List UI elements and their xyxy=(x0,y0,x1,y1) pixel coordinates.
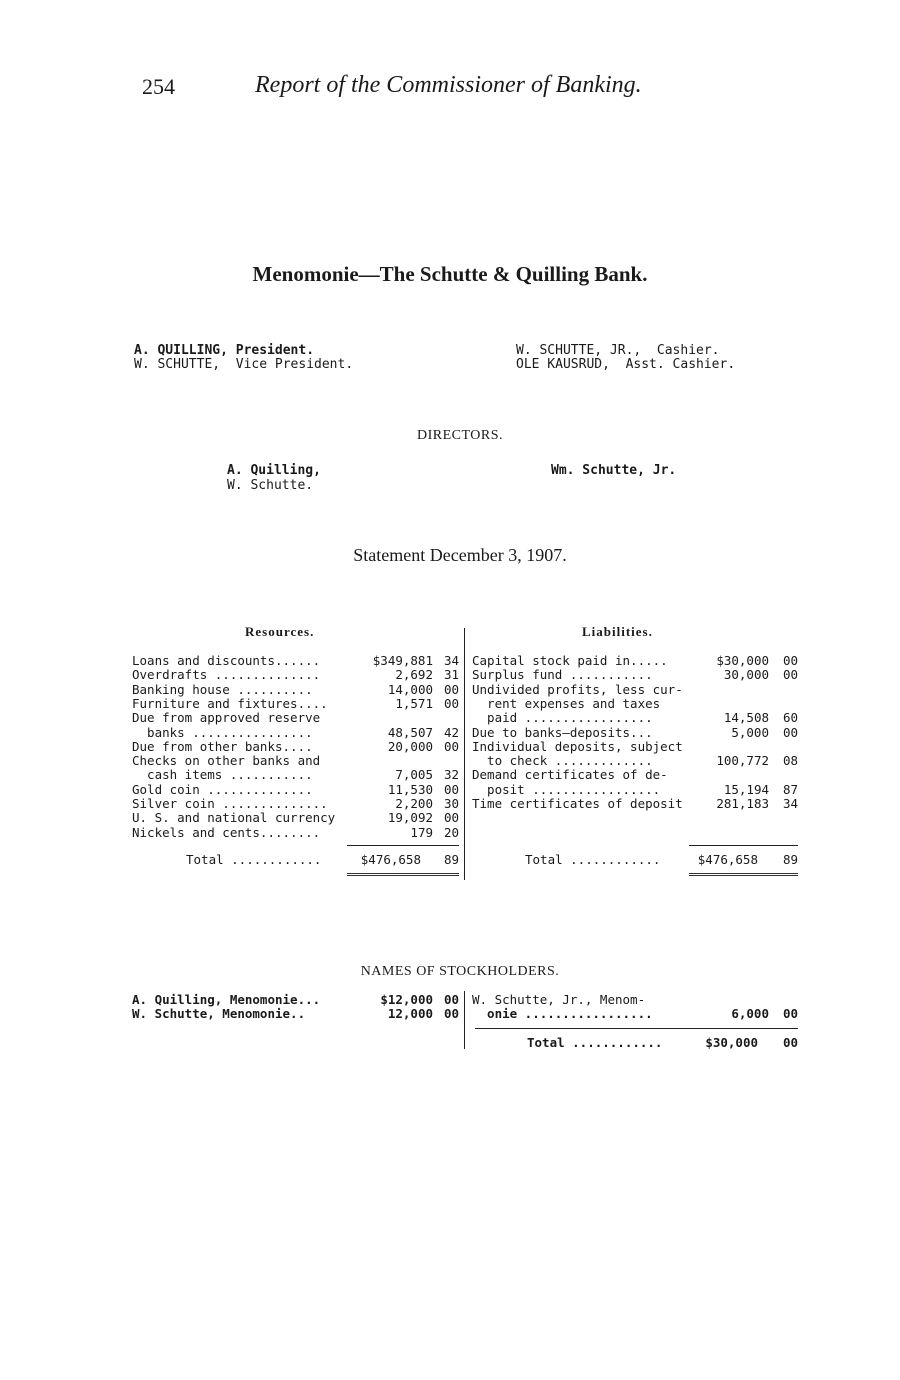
cashier-line xyxy=(516,344,720,358)
stockholder-row-dollars: 6,000 xyxy=(731,1006,769,1022)
liabilities-row-label: Due to banks—deposits... xyxy=(472,724,653,740)
liabilities-row xyxy=(472,654,798,668)
liabilities-row xyxy=(472,768,798,782)
liabilities-row-dollars: $30,000 xyxy=(716,653,769,668)
resources-double-rule xyxy=(347,873,459,876)
resources-row-label: Loans and discounts...... xyxy=(132,653,321,668)
resources-row-dollars: 1,571 xyxy=(395,695,433,711)
stockholder-row-cents: 00 xyxy=(443,992,459,1007)
resources-row xyxy=(132,711,459,725)
liabilities-row-cents: 00 xyxy=(782,667,798,683)
stockholder-row-cents: 00 xyxy=(443,1006,459,1022)
cashier-title: Cashier. xyxy=(656,343,720,358)
liabilities-heading: Liabilities. xyxy=(582,624,653,639)
director-name: A. Quilling, xyxy=(227,463,321,478)
resources-row-label: Banking house .......... xyxy=(132,681,313,697)
liabilities-row-label: rent expenses and taxes xyxy=(472,695,661,711)
liabilities-total-dollars: $476,658 xyxy=(697,852,758,867)
stockholder-row xyxy=(132,993,459,1007)
resources-row-cents: 42 xyxy=(443,724,459,740)
resources-total-rule xyxy=(347,845,459,846)
liabilities-row xyxy=(472,683,798,697)
liabilities-row-label: Time certificates of deposit xyxy=(472,796,683,811)
stockholder-row-label: onie ................. xyxy=(472,1006,653,1022)
resources-row-dollars: 11,530 xyxy=(387,781,433,797)
liabilities-row-dollars: 15,194 xyxy=(723,781,769,797)
liabilities-row-label: Demand certificates of de- xyxy=(472,767,668,783)
resources-row xyxy=(132,726,459,740)
directors-heading: DIRECTORS. xyxy=(416,428,504,443)
resources-total-cents: 89 xyxy=(443,852,459,867)
resources-row-dollars: 7,005 xyxy=(395,767,433,783)
resources-row xyxy=(132,754,459,768)
resources-row-cents: 31 xyxy=(443,667,459,683)
president-line xyxy=(134,344,314,358)
resources-row-label: Due from other banks.... xyxy=(132,738,313,754)
liabilities-row xyxy=(472,797,798,811)
resources-row-dollars: 19,092 xyxy=(387,810,433,826)
resources-row xyxy=(132,768,459,782)
president-name: A. QUILLING, xyxy=(134,343,228,358)
asst-cashier-title: Asst. Cashier. xyxy=(625,357,736,372)
liabilities-row-dollars: 100,772 xyxy=(716,753,769,769)
liabilities-row-dollars: 5,000 xyxy=(731,724,769,740)
resources-row-label: Overdrafts .............. xyxy=(132,667,321,683)
liabilities-row-label: posit ................. xyxy=(472,781,661,797)
liabilities-double-rule xyxy=(689,873,798,876)
resources-row-label: Checks on other banks and xyxy=(132,753,321,769)
liabilities-row-dollars: 14,508 xyxy=(723,710,769,726)
liabilities-row xyxy=(472,726,798,740)
resources-row xyxy=(132,797,459,811)
stockholders-total-row xyxy=(527,1036,798,1050)
resources-row-label: Silver coin .............. xyxy=(132,796,328,811)
liabilities-row xyxy=(472,740,798,754)
resources-row-cents: 34 xyxy=(443,653,459,668)
resources-row-dollars: 20,000 xyxy=(387,738,433,754)
stockholders-divider xyxy=(464,991,465,1049)
asst-cashier-name: OLE KAUSRUD, xyxy=(516,357,610,372)
stockholders-total-label: Total ............ xyxy=(527,1035,663,1050)
resources-row-cents: 00 xyxy=(443,810,459,826)
liabilities-row-cents: 87 xyxy=(782,781,798,797)
liabilities-total-cents: 89 xyxy=(782,852,798,867)
liabilities-row-cents: 08 xyxy=(782,753,798,769)
resources-row-cents: 00 xyxy=(443,681,459,697)
resources-row-cents: 00 xyxy=(443,695,459,711)
vice-president-name: W. SCHUTTE, xyxy=(134,357,221,372)
stockholders-total-dollars: $30,000 xyxy=(705,1035,758,1050)
vice-president-line xyxy=(134,358,353,372)
resources-row xyxy=(132,740,459,754)
stockholder-row-label: A. Quilling, Menomonie... xyxy=(132,992,321,1007)
stockholder-row xyxy=(472,993,798,1007)
column-divider xyxy=(464,628,465,880)
stockholder-row xyxy=(132,1007,459,1021)
liabilities-row-label: to check ............. xyxy=(472,753,653,769)
running-title: Report of the Commissioner of Banking. xyxy=(255,72,642,98)
resources-row-dollars: 14,000 xyxy=(387,681,433,697)
stockholder-row-label: W. Schutte, Menomonie.. xyxy=(132,1006,306,1022)
resources-heading: Resources. xyxy=(245,624,315,639)
resources-row-dollars: 2,692 xyxy=(395,667,433,683)
asst-cashier-line xyxy=(516,358,735,372)
resources-row xyxy=(132,668,459,682)
resources-total-dollars: $476,658 xyxy=(360,852,421,867)
liabilities-row xyxy=(472,668,798,682)
resources-row-cents: 30 xyxy=(443,796,459,811)
resources-row-label: Due from approved reserve xyxy=(132,710,321,726)
liabilities-row xyxy=(472,711,798,725)
resources-row-cents: 00 xyxy=(443,781,459,797)
liabilities-row xyxy=(472,697,798,711)
stockholder-row-cents: 00 xyxy=(782,1006,798,1022)
liabilities-row-cents: 00 xyxy=(782,653,798,668)
resources-row xyxy=(132,811,459,825)
stockholders-total-rule xyxy=(475,1028,798,1029)
stockholder-row-label: W. Schutte, Jr., Menom- xyxy=(472,992,646,1007)
stockholders-total-cents: 00 xyxy=(782,1035,798,1050)
vice-president-title: Vice President. xyxy=(235,357,354,372)
liabilities-row-label: Undivided profits, less cur- xyxy=(472,681,683,697)
resources-row-dollars: 48,507 xyxy=(387,724,433,740)
liabilities-row-label: Individual deposits, subject xyxy=(472,738,683,754)
resources-row-label: Furniture and fixtures.... xyxy=(132,695,328,711)
resources-row-label: U. S. and national currency xyxy=(132,810,336,826)
resources-row-dollars: 2,200 xyxy=(395,796,433,811)
liabilities-total-rule xyxy=(689,845,798,846)
liabilities-total-label: Total ............ xyxy=(525,852,661,867)
stockholders-heading: NAMES OF STOCKHOLDERS. xyxy=(360,964,560,979)
cashier-name: W. SCHUTTE, JR., xyxy=(516,343,642,358)
resources-row xyxy=(132,654,459,668)
resources-row xyxy=(132,683,459,697)
liabilities-row xyxy=(472,754,798,768)
resources-row-label: banks ................ xyxy=(132,724,313,740)
liabilities-row-cents: 34 xyxy=(782,796,798,811)
resources-row-cents: 20 xyxy=(443,824,459,840)
liabilities-row-cents: 00 xyxy=(782,724,798,740)
liabilities-row-label: Capital stock paid in..... xyxy=(472,653,668,668)
resources-total-row xyxy=(186,853,459,867)
president-title: President. xyxy=(235,343,315,358)
liabilities-row-dollars: 281,183 xyxy=(716,796,769,811)
resources-row-label: Gold coin .............. xyxy=(132,781,313,797)
liabilities-row-label: Surplus fund ........... xyxy=(472,667,653,683)
resources-total-label: Total ............ xyxy=(186,852,322,867)
page-number: 254 xyxy=(142,74,175,99)
resources-row-dollars: 179 xyxy=(410,824,433,840)
director-name: W. Schutte. xyxy=(227,478,314,493)
liabilities-row-label: paid ................. xyxy=(472,710,653,726)
stockholder-row xyxy=(472,1007,798,1021)
director-name: Wm. Schutte, Jr. xyxy=(551,463,677,478)
bank-title: Menomonie—The Schutte & Quilling Bank. xyxy=(252,262,648,286)
liabilities-row-cents: 60 xyxy=(782,710,798,726)
resources-row xyxy=(132,697,459,711)
resources-row-label: Nickels and cents........ xyxy=(132,824,321,840)
resources-row-cents: 32 xyxy=(443,767,459,783)
resources-row-dollars: $349,881 xyxy=(372,653,433,668)
liabilities-row-dollars: 30,000 xyxy=(723,667,769,683)
stockholder-row-dollars: 12,000 xyxy=(387,1006,433,1022)
resources-row xyxy=(132,826,459,840)
stockholder-row-dollars: $12,000 xyxy=(380,992,433,1007)
resources-row-label: cash items ........... xyxy=(132,767,313,783)
liabilities-row xyxy=(472,783,798,797)
resources-row xyxy=(132,783,459,797)
resources-row-cents: 00 xyxy=(443,738,459,754)
liabilities-total-row xyxy=(525,853,798,867)
statement-title: Statement December 3, 1907. xyxy=(353,545,567,565)
